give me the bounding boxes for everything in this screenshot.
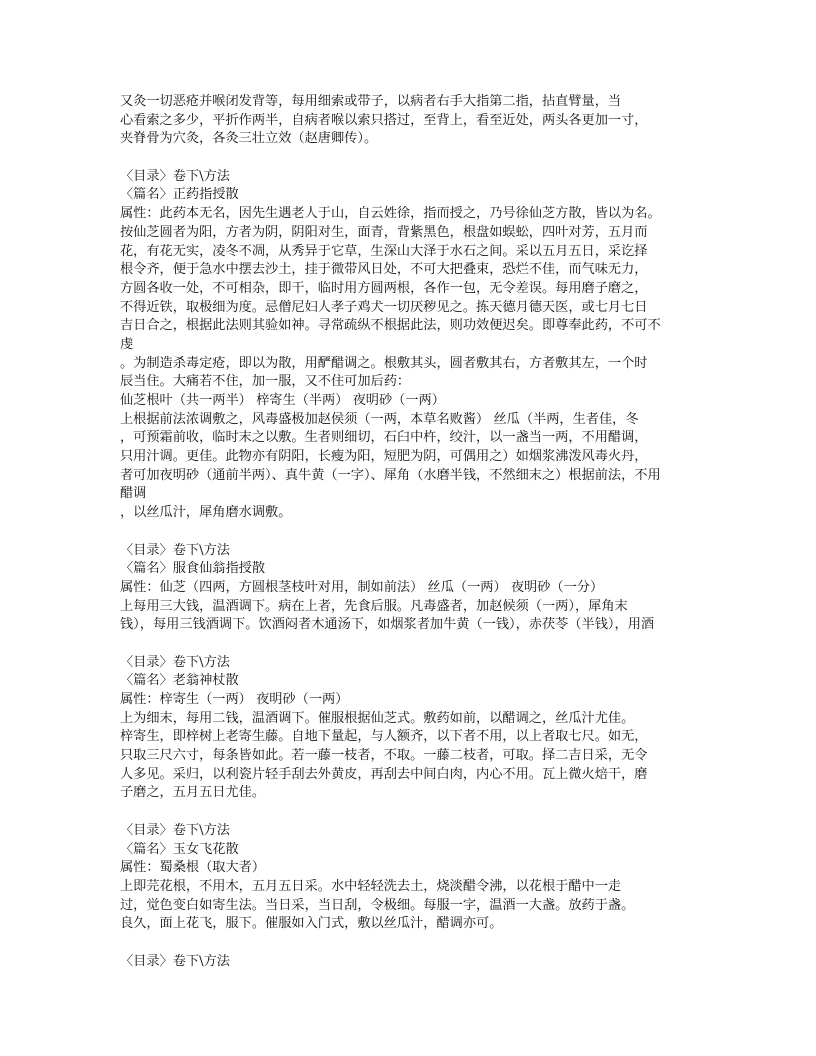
text-line: 虔 [120,336,134,352]
blank-line [120,803,710,822]
section-title: 〈篇名〉服食仙翁指授散 [120,561,266,577]
text-line: 人多见。采归，以利瓷片轻手刮去外黄皮，再刮去中间白肉，内心不用。瓦上微火焙干，磨 [120,766,648,782]
catalog-heading: 〈目录〉卷下\方法 [120,822,230,838]
text-line: 辰当住。大痛若不住，加一服，又不住可加后药： [120,374,411,390]
section-laoweng-shenzhang-san [120,654,710,804]
section-yunv-feihua-san [120,822,710,934]
section-title: 〈篇名〉正药指授散 [120,187,239,203]
text-line: 不得近铁，取极细为度。忌僧尼妇人孝子鸡犬一切厌秽见之。拣天德月德天医，或七月七日 [120,299,648,315]
text-line: 醋调 [120,486,147,502]
text-line: 。为制造杀毒定疮，即以为散，用酽醋调之。根敷其头，圆者敷其右，方者敷其左，一个时 [120,355,648,371]
blank-line [120,523,710,542]
text-line: 上即芫花根，不用木，五月五日采。水中轻轻洗去土，烧淡醋令沸，以花根于醋中一走 [120,878,622,894]
text-line: 上每用三大钱，温酒调下。病在上者，先食后服。凡毒盛者，加赵候须（一两），犀角末 [120,598,628,614]
text-line: ，可预霜前收，临时末之以敷。生者则细切，石臼中杵，绞汁，以一盏当一两，不用醋调， [120,430,648,446]
text-line: 过，觉色变白如寄生法。当日采，当日刮，令极细。每服一字，温酒一大盏。放药于盏。 [120,897,635,913]
text-line: 花，有花无实，凌冬不凋，从秀异于它草，生深山大泽于水石之间。采以五月五日，采讫择 [120,243,648,259]
catalog-heading: 〈目录〉卷下\方法 [120,542,230,558]
catalog-heading: 〈目录〉卷下\方法 [120,168,230,184]
text-line: 子磨之，五月五日尤佳。 [120,785,266,801]
text-line: 上为细末，每用二钱，温酒调下。催服根据仙芝式。敷药如前，以醋调之，丝瓜汁尤佳。 [120,710,635,726]
section-title: 〈篇名〉玉女飞花散 [120,841,239,857]
text-line: 根令齐，便于急水中摆去沙土，挂于微带风日处，不可大把叠束，恐烂不佳，而气味无力， [120,262,648,278]
text-line: 按仙芝圆者为阳，方者为阴，阴阳对生，面青，背紫黑色，根盘如蜈蚣，四叶对芳，五月而 [120,224,648,240]
text-line: 方圆各收一处，不可相杂，即干，临时用方圆两根，各作一包，无令差误。每用磨子磨之， [120,280,648,296]
text-line: 梓寄生，即梓树上老寄生藤。自地下量起，与人额齐，以下者不用，以上者取七尺。如无， [120,729,648,745]
text-line: ，以丝瓜汁，犀角磨水调敷。 [120,505,292,521]
text-line: 吉日合之，根据此法则其验如神。寻常疏纵不根据此法，则功效便迟矣。即尊奉此药，不可不 [120,318,661,334]
intro-paragraph [120,93,710,149]
catalog-heading: 〈目录〉卷下\方法 [120,953,230,969]
section-fushi-xianweng-zhishou-san [120,542,710,635]
section-zhengyao-zhishou-san [120,168,710,523]
text-line: 上根据前法浓调敷之，风毒盛极加赵侯须（一两，本草名败酱） 丝瓜（半两，生者佳，冬 [120,411,639,427]
section-title: 〈篇名〉老翁神杖散 [120,673,239,689]
document-page [120,93,710,971]
blank-line [120,635,710,654]
blank-line [120,934,710,953]
text-line: 者可加夜明砂（通前半两）、真牛黄（一字）、犀角（水磨半钱，不然细末之）根据前法，不用 [120,467,661,483]
text-line: 心看索之多少，平折作两半，自病者喉以索只搭过，至背上，看至近处，两头各更加一寸， [120,112,648,128]
text-line: 夹脊骨为穴灸，各灸三壮立效（赵唐卿传）。 [120,131,378,147]
text-line: 钱），每用三钱酒调下。饮酒闷者木通汤下，如烟浆者加牛黄（一钱），赤茯苓（半钱），用酒 [120,617,655,633]
text-line: 只用汁调。更佳。此物亦有阴阳，长瘦为阳，短肥为阴，可偶用之）如烟浆沸泼风毒火丹， [120,449,648,465]
blank-line [120,149,710,168]
catalog-heading: 〈目录〉卷下\方法 [120,654,230,670]
text-line: 良久，面上花飞，服下。催服如入门式，敷以丝瓜汁，醋调亦可。 [120,916,503,932]
text-line: 仙芝根叶（共一两半） 梓寄生（半两） 夜明砂（一两） [120,393,445,408]
text-line: 属性：仙芝（四两，方圆根茎枝叶对用，制如前法） 丝瓜（一两） 夜明砂（一分） [120,579,604,595]
text-line: 属性：此药本无名，因先生遇老人于山，自云姓徐，指而授之，乃号徐仙芝方散，皆以为名。 [120,206,661,222]
text-line: 属性：蜀桑根（取大者） [120,860,266,876]
text-line: 属性：梓寄生（一两） 夜明砂（一两） [120,692,349,707]
text-line: 又灸一切恶疮并喉闭发背等，每用细索或带子，以病者右手大指第二指，拈直臂量，当 [120,94,622,109]
section-trailing [120,953,710,972]
text-line: 只取三尺六寸，每条皆如此。若一藤一枝者，不取。一藤二枝者，可取。择二吉日采，无令 [120,748,648,764]
